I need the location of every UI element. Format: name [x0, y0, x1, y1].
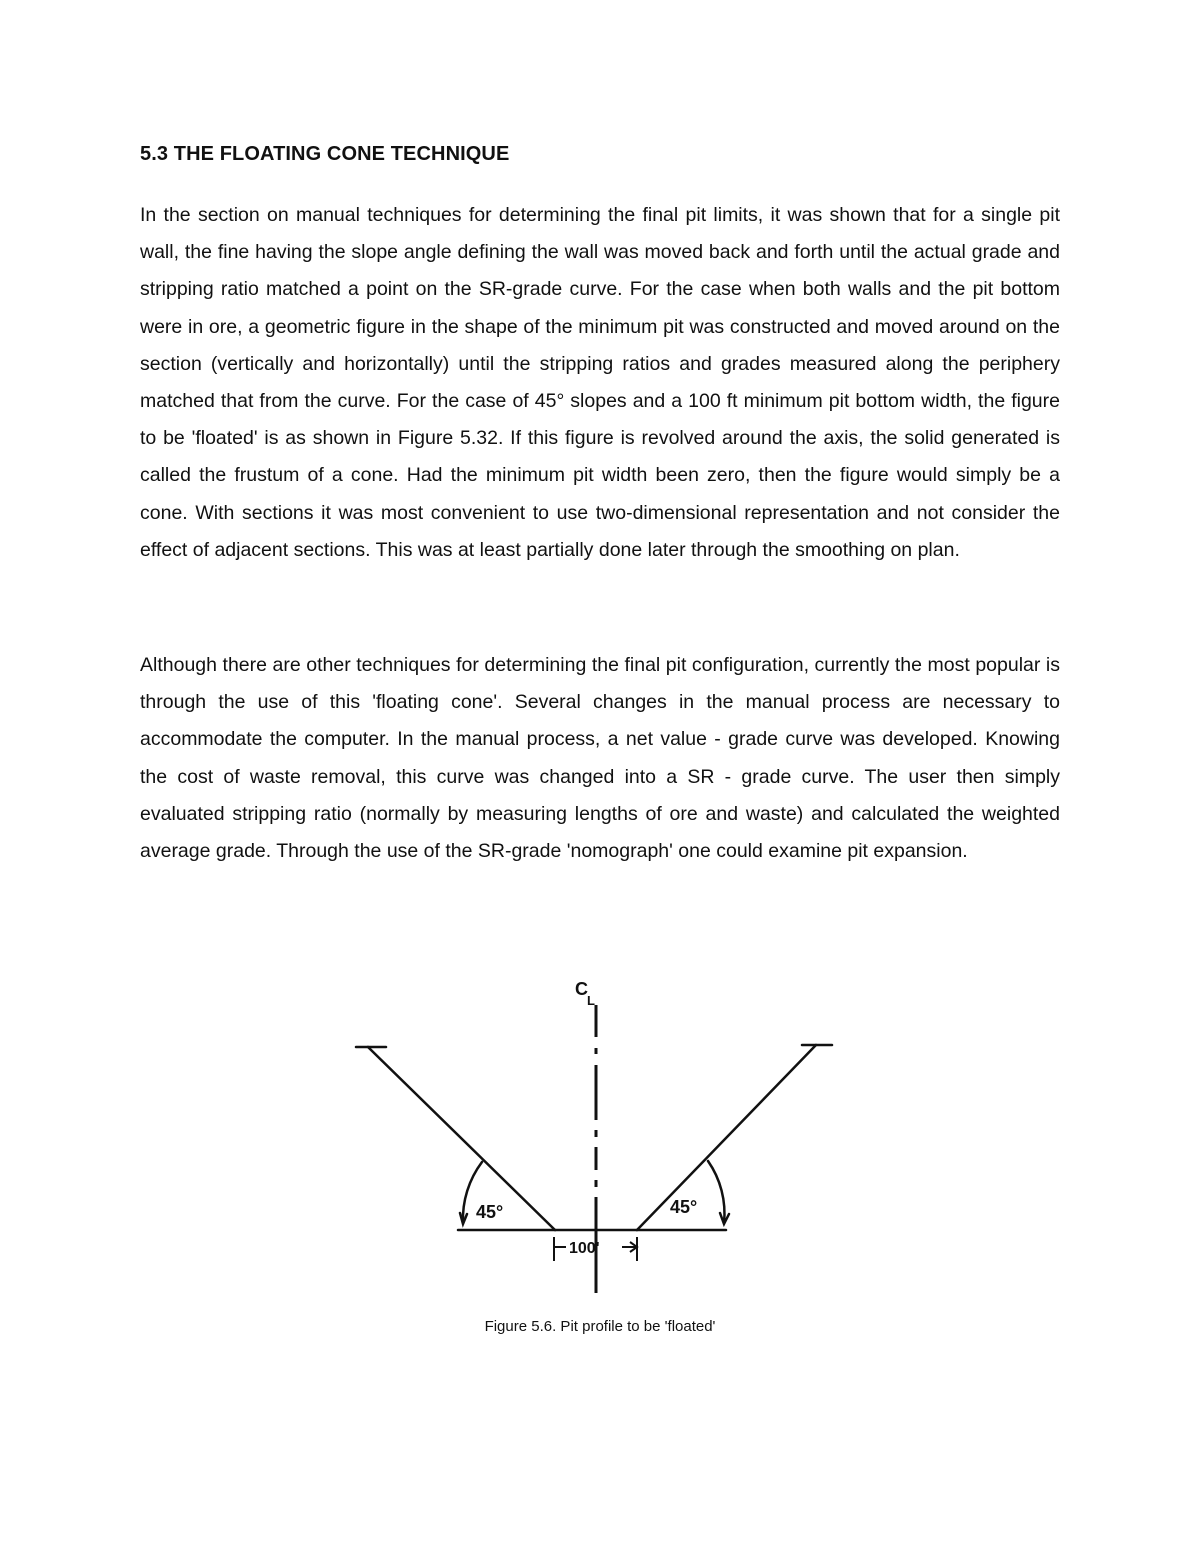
left-pit-wall [356, 1047, 555, 1230]
paragraph-2: Although there are other techniques for determining the final pit configuration, currently the most popular is through the use of this 'floating cone'. Several changes in the manual process are necessary to accommodate the computer. In the manual process, a net value - grade curve was developed. Knowing the cost of waste removal, this curve was changed into a SR - grade curve. The user then simply evaluated stripping ratio (normally by measuring lengths of ore and waste) and calculated the weighted average grade. Through the use of the SR-grade 'nomograph' one could examine pit expansion. [140, 654, 1060, 863]
pit-profile-diagram [340, 965, 860, 1305]
section-heading: 5.3 THE FLOATING CONE TECHNIQUE [140, 143, 510, 165]
pit-profile-figure [340, 965, 860, 1305]
centerline-label: C [575, 979, 588, 999]
right-angle-label: 45° [670, 1197, 698, 1217]
figure-caption: Figure 5.6. Pit profile to be 'floated' [484, 1318, 716, 1335]
paragraph-1: In the section on manual techniques for determining the final pit limits, it was shown that for a single pit wall, the fine having the slope angle defining the wall was moved back and forth until the actual grade and stripping ratio matched a point on the SR-grade curve. For the case when both walls and the pit bottom were in ore, a geometric figure in the shape of the minimum pit was constructed and moved around on the section (vertically and horizontally) until the stripping ratios and grades measured along the periphery matched that from the curve. For the case of 45° slopes and a 100 ft minimum pit bottom width, the figure to be 'floated' is as shown in Figure 5.32. If this figure is revolved around the axis, the solid generated is called the frustum of a cone. Had the minimum pit width been zero, then the figure would simply be a cone. With sections it was most convenient to use two-dimensional representation and not consider the effect of adjacent sections. This was at least partially done later through the smoothing on plan. [140, 204, 1060, 561]
centerline-sub-label: L [587, 993, 595, 1008]
bottom-width-label: 100' [569, 1240, 600, 1257]
right-pit-wall [637, 1045, 832, 1230]
left-angle-label: 45° [476, 1202, 504, 1222]
